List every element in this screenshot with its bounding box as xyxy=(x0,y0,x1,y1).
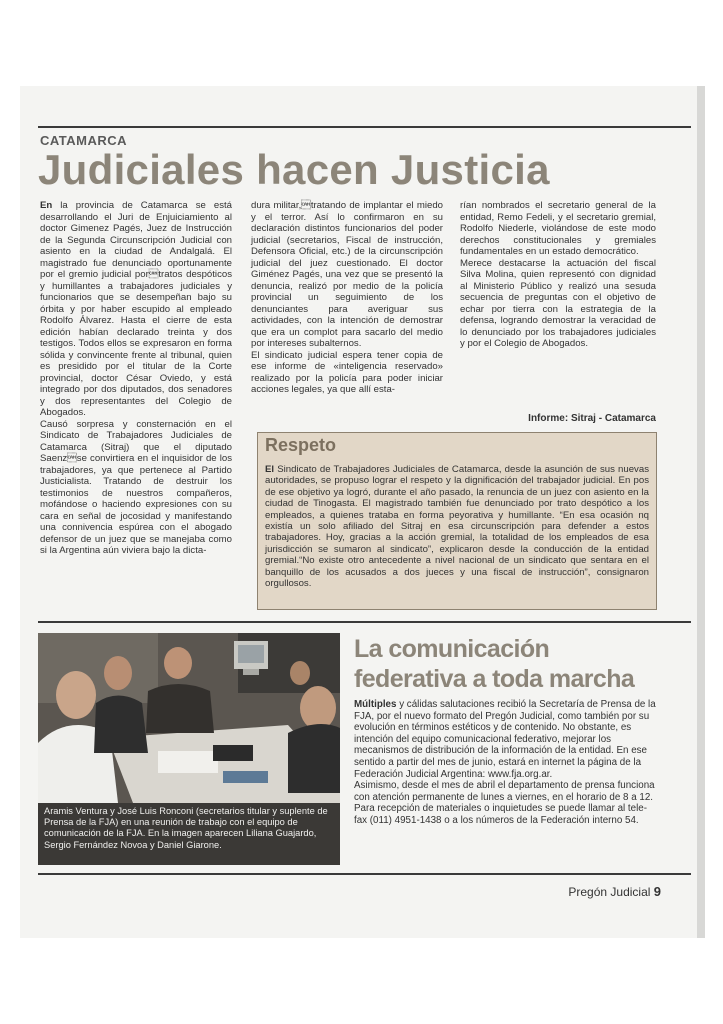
meeting-photo xyxy=(38,633,340,803)
respeto-sidebar-box xyxy=(257,432,657,610)
article-2-text: y cálidas salutaciones recibió la Secretaría de Prensa de la FJA, por el nuevo formato del Pregón Judicial, como también por su evolución en términos estéticos y de contenido. No obstante, es intención del equipo comunicacional federativo, mejorar los mecanismos de distribución de la información de la entidad. En ese sentido a partir del mes de junio, estará en internet la página de la Federación Judicial Argentina: www.fja.org.ar. xyxy=(354,699,656,780)
article-2-text-2: Asimismo, desde el mes de abril el departamento de prensa funciona con atención permanente de lunes a viernes, en el horario de 8 a 12. Para recepción de materiales o inquietudes se puede llamar al tele-fax (011) 4951-1438 o a los números de la Federación interno 54. xyxy=(354,780,655,826)
article-column-3 xyxy=(460,200,656,350)
publication-name: Pregón Judicial xyxy=(568,885,651,899)
column-1-text-2: Causó sorpresa y consternación en el Sindicato de Trabajadores Judiciales de Catamarca (Sitraj) que el diputado Saenzse convirtiera en el inquisidor de los trabajadores, ya que pertenece al Partido Justicialista. Tratando de destruir los testimonios de nuestros compañeros, mofándose o haciendo expresiones con su cara en señal de jocosidad y manifestando una connivencia espúrea con el abogado defensor de un juez que se manejaba como si la Argentina aún viviera bajo la dicta- xyxy=(40,418,232,556)
column-3-text-2: Merece destacarse la actuación del fiscal Silva Molina, quien representó con dignidad al Ministerio Público y realizó una sesuda secuencia de preguntas con el objetivo de echar por tierra con la estrategia de la defensa, logrando demostrar la veracidad de lo denunciado por los trabajadores judiciales y por el Colegio de Abogados. xyxy=(460,257,656,349)
middle-rule xyxy=(38,621,691,623)
article-2-headline xyxy=(354,634,634,694)
column-2-text: dura militar,tratando de implantar el miedo y el terror. Así lo confirmaron en su declaración distintos funcionarios del poder judicial (secretarios, Fiscal de instrucción, Defensora Oficial, etc.) de la circunscripción judicial del juez cuestionado. El doctor Giménez Pagés, una vez que se presentó la denuncia, realizó por medio de la policía provincial un seguimiento de los denunciantes para averiguar sus actividades, con la intención de demostrar que era un complot para sacarlo del medio por intereses subalternos. xyxy=(251,200,443,349)
page-footer xyxy=(568,884,661,899)
article-headline: Judiciales hacen Justicia xyxy=(38,146,550,193)
article-2-headline-line-2: federativa a toda marcha xyxy=(354,665,635,693)
article-column-1 xyxy=(40,200,232,557)
article-2-body xyxy=(354,699,656,827)
meeting-photo-illustration xyxy=(38,633,340,803)
article-2-lead-word: Múltiples xyxy=(354,699,397,710)
page-edge xyxy=(697,86,705,938)
section-kicker: CATAMARCA xyxy=(40,133,128,148)
page-number: 9 xyxy=(653,884,661,899)
photo-caption: Aramis Ventura y José Luis Ronconi (secretarios titular y suplente de Prensa de la FJA) en una reunión de trabajo con el equipo de comunicación de la FJA. En la imagen aparecen Liliana Guajardo, Sergio Fernández Novoa y Daniel Giarone. xyxy=(38,803,340,865)
box-lead-word: El xyxy=(265,464,275,475)
lead-word: En xyxy=(40,200,53,211)
column-3-text: rían nombrados el secretario general de la entidad, Remo Fedeli, y el secretario gremial, Rodolfo Niederle, violándose de este modo derechos constitucionales y gremiales fundamentales en un estado democrático. xyxy=(460,200,656,257)
box-text xyxy=(265,464,649,589)
box-body: Sindicato de Trabajadores Judiciales de Catamarca, desde la asunción de sus nuevas autoridades, se propuso lograr el respeto y la dignificación del trabajador judicial. En pos de ese objetivo ya logró, durante el año pasado, la renuncia de un juez con asiento en la ciudad de Tinogasta. El magistrado también fue denunciado por trato despótico a los empleados, a quienes trataba en forma peyorativa y humillante. “En esa ocasión nq existía un solo afiliado del Sitraj en esa circunscripción para defender a estos trabajadores. Hoy, gracias a la acción gremial, la totalidad de los empleados de esa jurisdicción se sumaron al sindicato”, explicaron desde la conducción de la entidad gremial.“No existe otro antecedente a nivel nacional de un sindicato que sentara en el banquillo de los acusados a dos jueces y una fiscal de instrucción”, consignaron orgullosos. xyxy=(265,464,649,590)
column-2-text-2: El sindicato judicial espera tener copia de ese informe de «inteligencia reservado» realizado por la policía para poder iniciar acciones legales, ya que allí esta- xyxy=(251,349,443,395)
column-1-text: la provincia de Catamarca se está desarrollando el Juri de Enjuiciamiento al doctor Gimenez Pagés, Juez de Instrucción de la Segunda Circunscripción Judicial con asiento en la ciudad de Andalgalá. El magistrado fue denunciado oportunamente por el gremio judicial portratos despóticos y humillantes a trabajadores judiciales y funcionarios que se desempeñan bajo su órbita y por haber escupido al empleado Rodolfo Álvarez. Hasta el cierre de esta edición habían declarado treinta y dos testigos. Todos ellos se expresaron en forma sólida y convincente frente al tribunal, quien es presidido por el titular de la Corte provincial, doctor César Oviedo, y está integrado por dos diputados, dos senadores y dos representantes del Colegio de Abogados. xyxy=(40,200,232,418)
top-rule xyxy=(38,126,691,128)
magazine-page xyxy=(20,86,705,938)
article-2-headline-line-1: La comunicación xyxy=(354,635,550,663)
box-title: Respeto xyxy=(265,435,337,455)
article-signoff: Informe: Sitraj - Catamarca xyxy=(528,413,656,424)
article-column-2 xyxy=(251,200,443,396)
bottom-rule xyxy=(38,873,691,875)
